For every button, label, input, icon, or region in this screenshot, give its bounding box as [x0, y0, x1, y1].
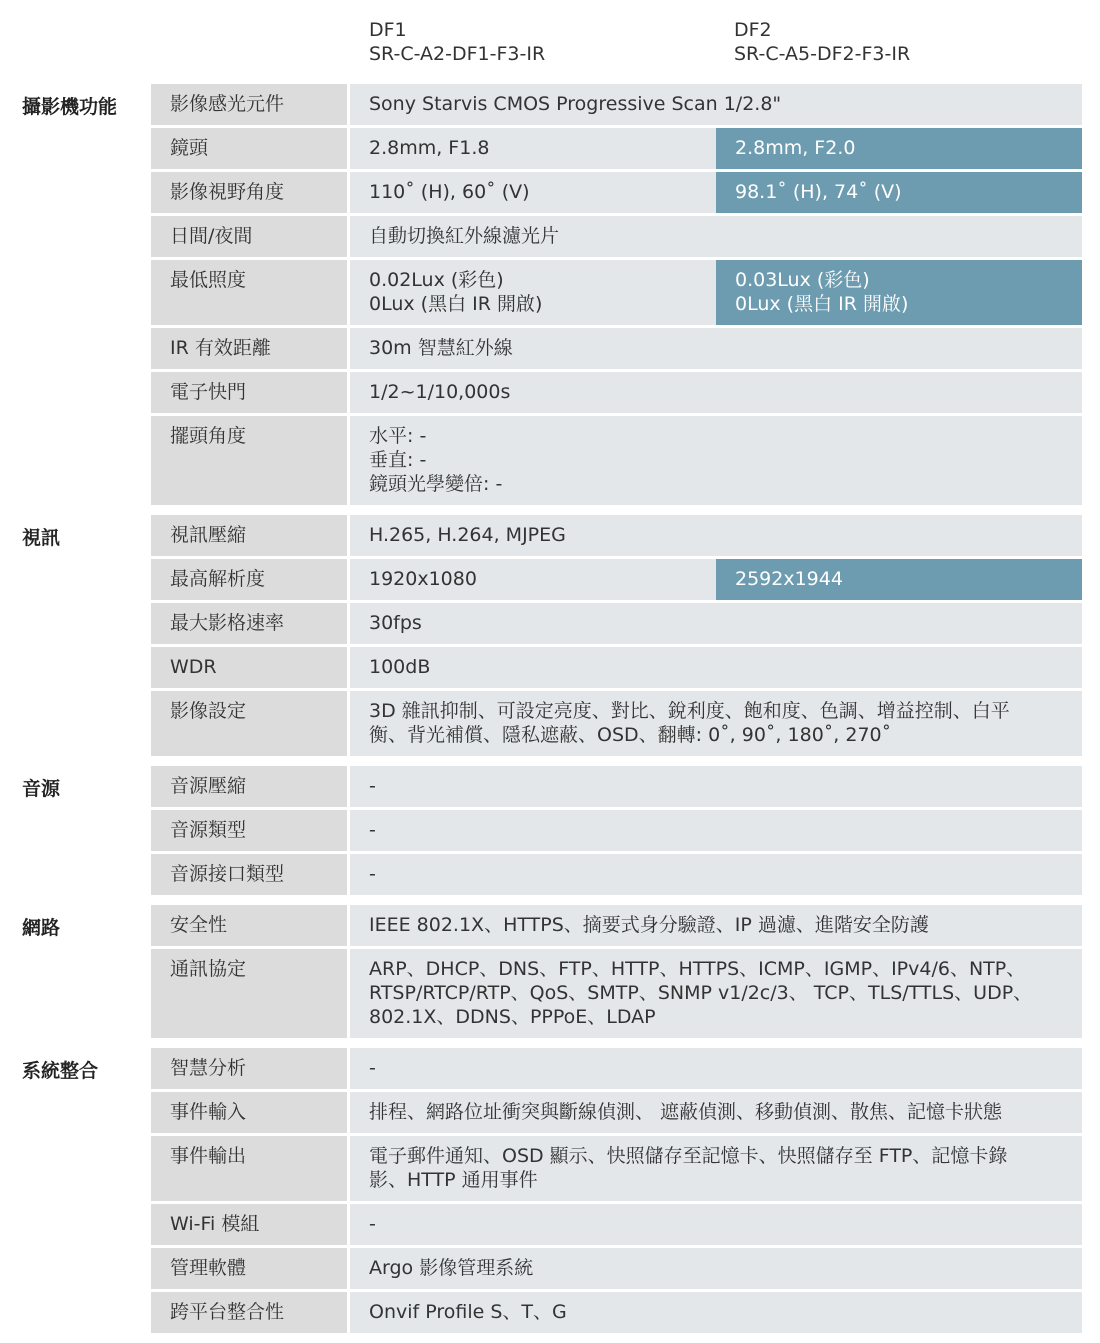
- spec-values: [350, 854, 1082, 895]
- spec-row: [151, 949, 1082, 1038]
- section-title: 視訊: [22, 527, 61, 549]
- spec-label: 音源類型: [151, 810, 347, 851]
- spec-values: [350, 416, 1082, 505]
- spec-value-shared: Onvif Profile S、T、G: [350, 1292, 1082, 1333]
- spec-label: 影像設定: [151, 691, 347, 756]
- spec-row: [151, 647, 1082, 688]
- spec-row: [151, 84, 1082, 125]
- spec-label: 最大影格速率: [151, 603, 347, 644]
- spec-label: 事件輸入: [151, 1092, 347, 1133]
- spec-values: [350, 328, 1082, 369]
- spec-value-df1: 0.02Lux (彩色) 0Lux (黑白 IR 開啟): [350, 260, 716, 325]
- spec-value-df2: 2.8mm, F2.0: [716, 128, 1082, 169]
- spec-label: 通訊協定: [151, 949, 347, 1038]
- spec-value-shared: Sony Starvis CMOS Progressive Scan 1/2.8": [350, 84, 1082, 125]
- spec-row: [151, 854, 1082, 895]
- spec-value-shared: 自動切換紅外線濾光片: [350, 216, 1082, 257]
- spec-label: 事件輸出: [151, 1136, 347, 1201]
- spec-table: [0, 84, 1100, 1343]
- spec-row: [151, 1092, 1082, 1133]
- spec-row: [151, 328, 1082, 369]
- spec-section: [0, 1048, 1100, 1333]
- spec-row: [151, 128, 1082, 169]
- spec-values: [350, 647, 1082, 688]
- spec-values: [350, 949, 1082, 1038]
- spec-values: [350, 1136, 1082, 1201]
- spec-values: [350, 172, 1082, 213]
- spec-values: [350, 559, 1082, 600]
- spec-row: [151, 559, 1082, 600]
- spec-row: [151, 810, 1082, 851]
- spec-value-shared: 30fps: [350, 603, 1082, 644]
- spec-row: [151, 216, 1082, 257]
- spec-label: 最高解析度: [151, 559, 347, 600]
- spec-row: [151, 1248, 1082, 1289]
- spec-label: 擺頭角度: [151, 416, 347, 505]
- spec-section: [0, 84, 1100, 505]
- column-model-name: DF1: [369, 19, 407, 41]
- spec-values: [350, 260, 1082, 325]
- column-model-code: SR-C-A5-DF2-F3-IR: [734, 43, 911, 65]
- spec-values: [350, 1048, 1082, 1089]
- column-model-code: SR-C-A2-DF1-F3-IR: [369, 43, 546, 65]
- column-header-df2: [734, 18, 910, 66]
- spec-section: [0, 515, 1100, 756]
- spec-row: [151, 905, 1082, 946]
- spec-value-shared: 100dB: [350, 647, 1082, 688]
- column-header-df1: [369, 18, 545, 66]
- spec-label: 影像感光元件: [151, 84, 347, 125]
- spec-row: [151, 416, 1082, 505]
- spec-row: [151, 372, 1082, 413]
- spec-value-df2: 0.03Lux (彩色) 0Lux (黑白 IR 開啟): [716, 260, 1082, 325]
- section-title: 網路: [22, 917, 61, 939]
- spec-values: [350, 1204, 1082, 1245]
- spec-value-shared: 3D 雜訊抑制、可設定亮度、對比、銳利度、飽和度、色調、增益控制、白平 衡、背光補償、隱私遮蔽、OSD、翻轉: 0˚, 90˚, 180˚, 270˚: [350, 691, 1082, 756]
- spec-label: 音源接口類型: [151, 854, 347, 895]
- spec-row: [151, 766, 1082, 807]
- spec-label: 安全性: [151, 905, 347, 946]
- spec-value-shared: IEEE 802.1X、HTTPS、摘要式身分驗證、IP 過濾、進階安全防護: [350, 905, 1082, 946]
- spec-row: [151, 172, 1082, 213]
- spec-values: [350, 216, 1082, 257]
- spec-value-shared: 水平: - 垂直: - 鏡頭光學變倍: -: [350, 416, 1082, 505]
- spec-value-shared: 30m 智慧紅外線: [350, 328, 1082, 369]
- spec-row: [151, 515, 1082, 556]
- spec-label: Wi-Fi 模組: [151, 1204, 347, 1245]
- spec-values: [350, 1248, 1082, 1289]
- spec-value-shared: H.265, H.264, MJPEG: [350, 515, 1082, 556]
- spec-values: [350, 1292, 1082, 1333]
- spec-row: [151, 691, 1082, 756]
- spec-row: [151, 1204, 1082, 1245]
- spec-values: [350, 810, 1082, 851]
- spec-value-shared: -: [350, 766, 1082, 807]
- spec-row: [151, 603, 1082, 644]
- spec-values: [350, 128, 1082, 169]
- spec-value-df2: 98.1˚ (H), 74˚ (V): [716, 172, 1082, 213]
- spec-row: [151, 1136, 1082, 1201]
- spec-label: 視訊壓縮: [151, 515, 347, 556]
- spec-label: IR 有效距離: [151, 328, 347, 369]
- spec-label: WDR: [151, 647, 347, 688]
- spec-label: 日間/夜間: [151, 216, 347, 257]
- spec-value-shared: Argo 影像管理系統: [350, 1248, 1082, 1289]
- spec-label: 智慧分析: [151, 1048, 347, 1089]
- column-model-name: DF2: [734, 19, 772, 41]
- spec-label: 跨平台整合性: [151, 1292, 347, 1333]
- section-title: 系統整合: [22, 1060, 99, 1082]
- spec-values: [350, 372, 1082, 413]
- spec-row: [151, 260, 1082, 325]
- spec-value-df2: 2592x1944: [716, 559, 1082, 600]
- spec-value-shared: 電子郵件通知、OSD 顯示、快照儲存至記憶卡、快照儲存至 FTP、記憶卡錄 影、HTTP 通用事件: [350, 1136, 1082, 1201]
- spec-label: 鏡頭: [151, 128, 347, 169]
- section-title: 音源: [22, 778, 61, 800]
- spec-values: [350, 603, 1082, 644]
- spec-section: [0, 766, 1100, 895]
- spec-value-shared: 1/2~1/10,000s: [350, 372, 1082, 413]
- section-title: 攝影機功能: [22, 96, 118, 118]
- spec-row: [151, 1048, 1082, 1089]
- spec-values: [350, 1092, 1082, 1133]
- spec-values: [350, 515, 1082, 556]
- spec-row: [151, 1292, 1082, 1333]
- spec-section: [0, 905, 1100, 1038]
- spec-values: [350, 84, 1082, 125]
- spec-label: 影像視野角度: [151, 172, 347, 213]
- spec-values: [350, 766, 1082, 807]
- spec-label: 音源壓縮: [151, 766, 347, 807]
- spec-value-shared: -: [350, 1204, 1082, 1245]
- spec-label: 管理軟體: [151, 1248, 347, 1289]
- spec-value-df1: 110˚ (H), 60˚ (V): [350, 172, 716, 213]
- spec-value-shared: -: [350, 854, 1082, 895]
- spec-value-df1: 1920x1080: [350, 559, 716, 600]
- spec-label: 電子快門: [151, 372, 347, 413]
- spec-value-df1: 2.8mm, F1.8: [350, 128, 716, 169]
- spec-value-shared: 排程、網路位址衝突與斷線偵測、 遮蔽偵測、移動偵測、散焦、記憶卡狀態: [350, 1092, 1082, 1133]
- spec-values: [350, 691, 1082, 756]
- spec-value-shared: -: [350, 810, 1082, 851]
- spec-value-shared: ARP、DHCP、DNS、FTP、HTTP、HTTPS、ICMP、IGMP、IPv4/6、NTP、 RTSP/RTCP/RTP、QoS、SMTP、SNMP v1/2c/3、 TCP、TLS/TTLS、UDP、 802.1X、DDNS、PPPoE、LDAP: [350, 949, 1082, 1038]
- spec-value-shared: -: [350, 1048, 1082, 1089]
- spec-values: [350, 905, 1082, 946]
- spec-label: 最低照度: [151, 260, 347, 325]
